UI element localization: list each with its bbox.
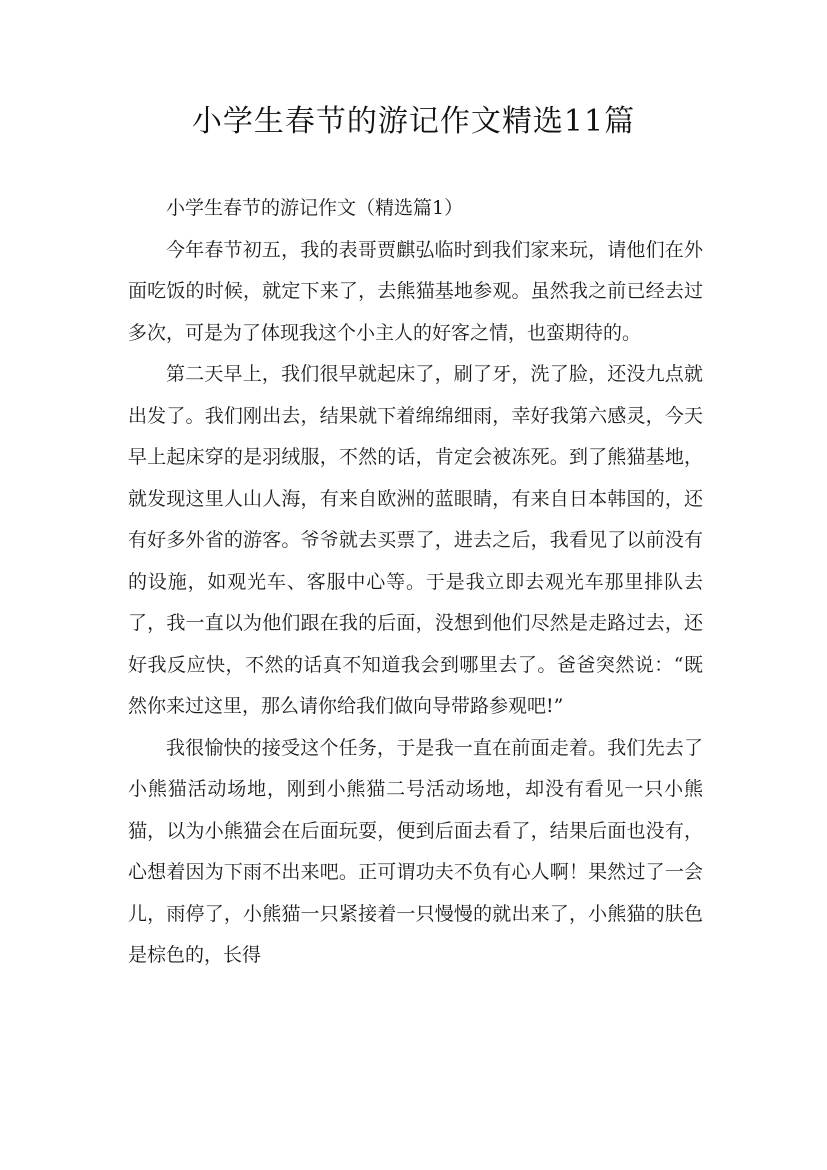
paragraph-3: 我很愉快的接受这个任务，于是我一直在前面走着。我们先去了小熊猫活动场地，刚到小熊猫二号活动场地，却没有看见一只小熊猫，以为小熊猫会在后面玩耍，便到后面去看了，结果后面也没有，心想着因为下雨不出来吧。正可谓功夫不负有心人啊！果然过了一会儿，雨停了，小熊猫一只紧接着一只慢慢的就出来了，小熊猫的肤色是棕色的，长得: [128, 736, 703, 966]
paragraph-2: 第二天早上，我们很早就起床了，刷了牙，洗了脸，还没九点就出发了。我们刚出去，结果就下着绵绵细雨，幸好我第六感灵，今天早上起床穿的是羽绒服，不然的话，肯定会被冻死。到了熊猫基地，就发现这里人山人海，有来自欧洲的蓝眼睛，有来自日本韩国的，还有好多外省的游客。爷爷就去买票了，进去之后，我看见了以前没有的设施，如观光车、客服中心等。于是我立即去观光车那里排队去了，我一直以为他们跟在我的后面，没想到他们尽然是走路过去，还好我反应快，不然的话真不知道我会到哪里去了。爸爸突然说：“既然你来过这里，那么请你给我们做向导带路参观吧!”: [128, 363, 703, 717]
document-title: 小学生春节的游记作文精选11篇: [191, 104, 636, 139]
section-heading: 小学生春节的游记作文（精选篇1）: [166, 197, 464, 219]
document-body: [128, 188, 703, 977]
paragraph-1: 今年春节初五，我的表哥贾麒弘临时到我们家来玩，请他们在外面吃饭的时候，就定下来了，去熊猫基地参观。虽然我之前已经去过多次，可是为了体现我这个小主人的好客之情，也蛮期待的。: [128, 238, 703, 344]
